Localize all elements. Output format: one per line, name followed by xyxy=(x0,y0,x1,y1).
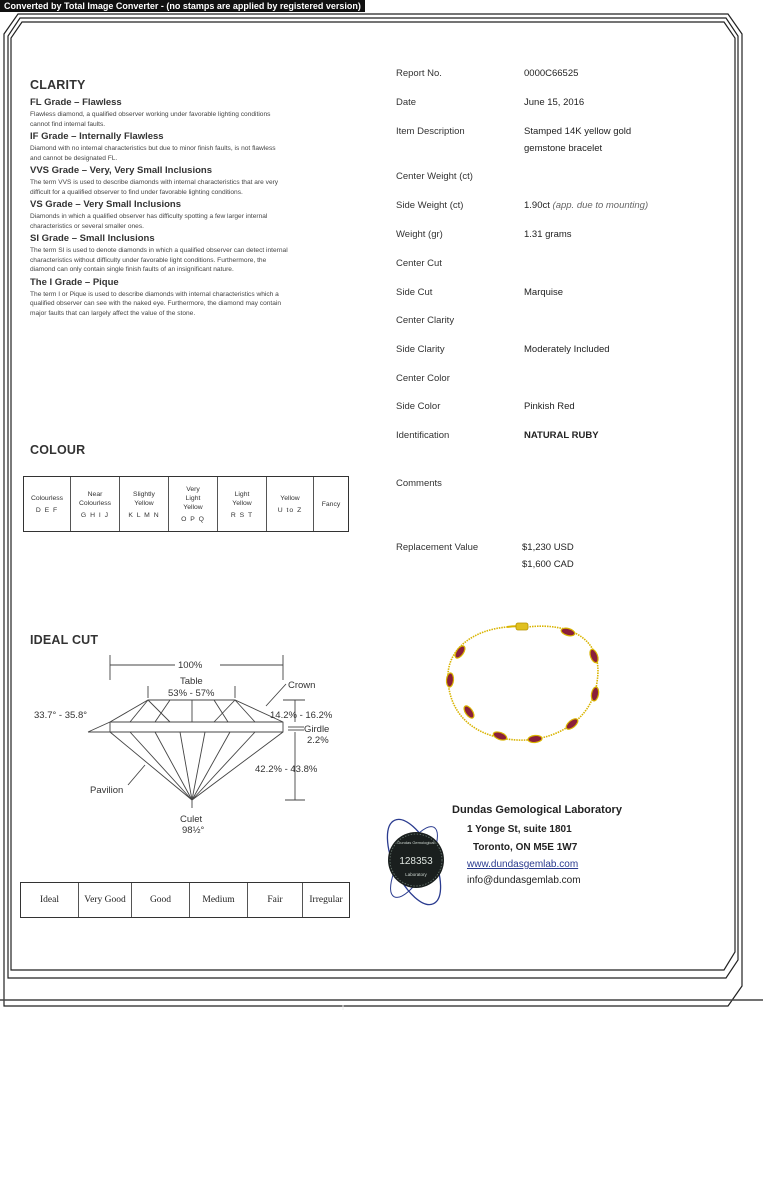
field-value: Marquise xyxy=(524,287,564,298)
field-label: Report No. xyxy=(396,68,442,79)
field-label: Center Color xyxy=(396,373,450,384)
colour-cell-label: Yellow xyxy=(134,499,154,507)
clarity-grade-vs xyxy=(30,199,350,231)
grade-heading: SI Grade – Small Inclusions xyxy=(30,233,155,244)
field-value-line2: gemstone bracelet xyxy=(524,143,603,154)
field-label: Side Weight (ct) xyxy=(396,200,464,211)
grade-line: characteristics without difficulty under favorable light conditions. Furthermore, the xyxy=(30,256,267,264)
comments-label: Comments xyxy=(396,478,442,489)
colour-cell-label: Very xyxy=(186,486,200,493)
grade-line: Flawless diamond, a qualified observer working under favorable lighting conditions xyxy=(30,111,271,118)
field-value: Pinkish Red xyxy=(524,401,575,412)
grade-line: major faults that can largely affect the value of the stone. xyxy=(30,309,196,317)
lab-seal xyxy=(372,812,456,920)
clarity-title: CLARITY xyxy=(30,78,86,92)
grade-heading: FL Grade – Flawless xyxy=(30,97,122,108)
lab-address-block xyxy=(432,804,642,816)
colour-scale-table xyxy=(23,476,349,532)
grade-line: Diamonds in which a qualified observer has difficulty spotting a few larger internal xyxy=(30,213,268,220)
identification-value: NATURAL RUBY xyxy=(524,430,599,441)
replacement-usd: $1,230 USD xyxy=(522,542,574,553)
clarity-grade-si xyxy=(30,233,350,275)
field-label: Item Description xyxy=(396,126,465,137)
field-label: Center Weight (ct) xyxy=(396,171,473,182)
grade-description xyxy=(30,290,350,319)
cut-crown-height: 14.2% - 16.2% xyxy=(270,710,333,721)
field-label: Center Clarity xyxy=(396,315,455,326)
grade-line: and cannot be designated FL. xyxy=(30,154,118,162)
grade-line: The term VVS is used to describe diamonds with internal characteristics that are very xyxy=(30,179,279,186)
colour-cell-range: G H I J xyxy=(80,511,110,519)
grade-line: diamond can only contain single finish faults of an insignificant nature. xyxy=(30,266,234,273)
cut-culet-label: Culet xyxy=(180,814,203,825)
field-label: Side Color xyxy=(396,401,441,412)
field-label: Center Cut xyxy=(396,258,442,269)
cut-culet-value: 98½° xyxy=(182,825,205,836)
clarity-grade-vvs xyxy=(30,165,350,197)
cut-grade-cell: Medium xyxy=(190,883,248,917)
grade-line: The term SI is used to denote diamonds in which a qualified observer can detect internal xyxy=(30,247,288,254)
colour-cell-range: O P Q xyxy=(181,516,205,523)
replacement-cad: $1,600 CAD xyxy=(522,559,574,570)
colour-cell xyxy=(71,477,120,531)
field-value: Moderately Included xyxy=(524,344,610,355)
grade-line: Diamond with no internal characteristics but due to minor finish faults, is not flawless xyxy=(30,145,276,152)
lab-email: info@dundasgemlab.com xyxy=(467,875,581,886)
side-weight-note: (app. due to mounting) xyxy=(552,200,649,211)
grade-line: difficult for a qualified observer to find under favorable lighting conditions. xyxy=(30,188,243,196)
colour-cell-label: Yellow xyxy=(280,495,300,502)
cut-grade-cell: Good xyxy=(132,883,190,917)
colour-cell-label: Light xyxy=(234,490,250,498)
side-weight-value: 1.90ct xyxy=(524,200,550,211)
colour-cell-label: Near xyxy=(87,490,103,498)
colour-cell xyxy=(267,477,314,531)
replacement-label: Replacement Value xyxy=(396,542,479,553)
cut-pavilion-depth: 42.2% - 43.8% xyxy=(255,764,318,775)
grade-description xyxy=(30,178,350,197)
field-label: Side Cut xyxy=(396,287,433,298)
clarity-grade-fl xyxy=(30,97,350,129)
cut-girdle-value: 2.2% xyxy=(307,735,329,746)
lab-website-link[interactable]: www.dundasgemlab.com xyxy=(467,859,579,870)
colour-cell xyxy=(169,477,218,531)
grade-heading: VS Grade – Very Small Inclusions xyxy=(30,199,182,210)
cut-grade-cell: Fair xyxy=(248,883,303,917)
field-value: 1.31 grams xyxy=(524,229,572,240)
grade-description xyxy=(30,110,350,129)
grade-line: characteristics or several smaller ones. xyxy=(30,222,144,230)
colour-cell-range: R S T xyxy=(230,511,254,519)
grade-heading: The I Grade – Pique xyxy=(30,276,119,288)
colour-cell-label: Light xyxy=(185,495,201,502)
cut-pavilion-label: Pavilion xyxy=(90,785,124,796)
cut-grade-table xyxy=(20,882,350,918)
field-label: Identification xyxy=(396,430,450,441)
lab-name: Dundas Gemological Laboratory xyxy=(452,804,622,816)
cut-table-range: 53% - 57% xyxy=(168,688,215,699)
lab-address-line1: 1 Yonge St, suite 1801 xyxy=(467,824,572,835)
grade-line: cannot find internal faults. xyxy=(30,120,106,128)
cut-crown-angle: 33.7° - 35.8° xyxy=(34,710,88,721)
colour-cell xyxy=(314,477,348,531)
cut-grade-cell: Irregular xyxy=(309,895,343,905)
seal-number: 128353 xyxy=(399,856,433,867)
colour-cell-label: Colourless xyxy=(30,495,64,502)
colour-cell xyxy=(218,477,267,531)
grade-description xyxy=(30,144,350,163)
colour-cell-label: Yellow xyxy=(183,504,203,511)
ideal-cut-title: IDEAL CUT xyxy=(30,633,99,647)
field-label: Weight (gr) xyxy=(396,229,443,240)
grade-line: The term I or Pique is used to describe diamonds with internal characteristics which a xyxy=(30,290,279,298)
cut-grade-cell: Ideal xyxy=(21,883,79,917)
seal-top-text: Dundas Gemological xyxy=(397,840,435,845)
bracelet-photo xyxy=(432,612,622,757)
colour-cell-label: Yellow xyxy=(232,499,252,507)
clarity-grade-i xyxy=(30,277,350,319)
field-value xyxy=(524,200,648,211)
cut-grade-cell: Very Good xyxy=(79,883,132,917)
cut-girdle-label: Girdle xyxy=(304,724,330,735)
field-label: Date xyxy=(396,97,417,108)
colour-title: COLOUR xyxy=(30,443,86,457)
cut-crown-label: Crown xyxy=(288,680,316,691)
ideal-cut-diagram xyxy=(20,650,360,840)
clarity-grades xyxy=(30,97,350,318)
converter-banner: Converted by Total Image Converter - (no stamps are applied by registered version) xyxy=(0,0,365,12)
grade-heading: IF Grade – Internally Flawless xyxy=(30,131,164,142)
colour-cell-range: D E F xyxy=(35,507,59,514)
lab-address-line2: Toronto, ON M5E 1W7 xyxy=(473,842,578,853)
field-value: June 15, 2016 xyxy=(524,97,585,108)
cut-table-label: Table xyxy=(180,676,203,687)
grade-line: qualified observer can see with the naked eye. Furthermore, the diamond may contain xyxy=(30,300,282,307)
field-value: Stamped 14K yellow gold xyxy=(524,126,632,137)
colour-cell-label: Fancy xyxy=(321,500,341,508)
field-value: 0000C66525 xyxy=(524,68,579,79)
seal-bottom-text: Laboratory xyxy=(405,872,427,877)
colour-cell-range: U to Z xyxy=(277,507,303,514)
clarity-grade-if xyxy=(30,131,350,163)
colour-cell-range: K L M N xyxy=(128,511,160,519)
field-label: Side Clarity xyxy=(396,344,445,355)
colour-cell xyxy=(24,477,71,531)
colour-cell-label: Colourless xyxy=(78,499,112,507)
colour-cell xyxy=(120,477,169,531)
grade-description xyxy=(30,212,350,231)
cut-width-label: 100% xyxy=(178,660,203,671)
colour-cell-label: Slightly xyxy=(133,490,155,498)
grade-heading: VVS Grade – Very, Very Small Inclusions xyxy=(30,165,212,176)
grade-description xyxy=(30,246,350,275)
